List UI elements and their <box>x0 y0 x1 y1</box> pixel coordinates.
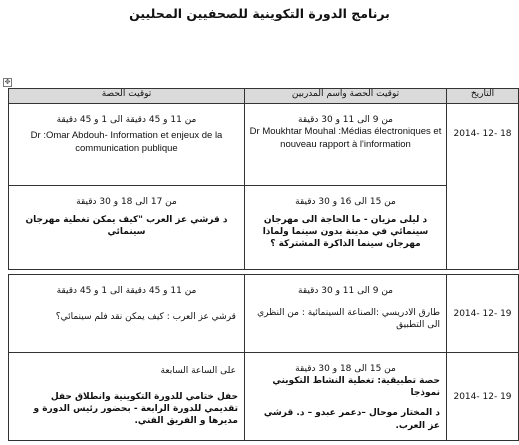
header-trainers: توقيت الحصة واسم المدربين <box>245 89 447 104</box>
schedule-table-second <box>8 274 519 441</box>
table-row <box>9 275 519 353</box>
schedule-table-first <box>8 88 519 270</box>
session-trainer: طارق الادريسي :الصناعة السينمائية : من النظري الى التطبيق <box>257 308 440 331</box>
session-cell <box>245 275 447 353</box>
page-title: برنامج الدورة التكوينية للصحفيين المحليين <box>129 6 390 21</box>
session-cell <box>245 104 447 186</box>
session-trainer: د المختار موحال –دعمر عبدو – د. قرشي عز العرب. <box>263 408 440 431</box>
session-trainer: قرشي عز العرب : كيف يمكن نقد فلم سينمائي؟ <box>55 312 236 323</box>
session-time: من 11 و 45 دقيقة الى 1 و 45 دقيقة <box>56 286 197 296</box>
header-time: توقيت الحصة <box>9 89 245 104</box>
date-cell: 18 -12 -2014 <box>447 104 519 270</box>
session-time: من 11 و 45 دقيقة الى 1 و 45 دقيقة <box>56 115 197 125</box>
session-cell <box>9 104 245 186</box>
session-cell <box>245 186 447 270</box>
table-row <box>9 353 519 441</box>
session-trainer: Dr :Omar Abdouh- Information et enjeux de la communication publique <box>30 130 223 154</box>
session-time: من 9 الى 11 و 30 دقيقة <box>298 115 393 125</box>
table-move-handle-icon[interactable]: ✥ <box>4 78 11 86</box>
session-cell <box>9 275 245 353</box>
session-detail: حفل ختامي للدورة التكوينية وانطلاق حفل تقديمي للدورة الرابعة - بحضور رئيس الدورة و مديرها و الفريق الفني. <box>33 392 238 427</box>
session-time: من 17 الى 18 و 30 دقيقة <box>76 197 177 207</box>
session-cell <box>245 353 447 441</box>
session-trainer: Dr Moukhtar Mouhal :Médias électroniques et nouveau rapport à l'information <box>249 126 442 150</box>
date-cell: 19 -12 -2014 <box>447 353 519 441</box>
table-header-row <box>9 89 519 104</box>
date-cell: 19 -12 -2014 <box>447 275 519 353</box>
session-cell <box>9 186 245 270</box>
session-time: من 9 الى 11 و 30 دقيقة <box>298 286 393 296</box>
session-detail: حصة تطبيقية: تغطية النشاط التكويني نموذجا <box>272 376 440 399</box>
session-trainer: د قرشي عز العرب "كيف يمكن تغطية مهرجان سينمائي <box>25 215 228 238</box>
session-time: من 15 الى 18 و 30 دقيقة <box>295 364 396 374</box>
session-trainer: د ليلى مزيان - ما الحاجة الى مهرجان سينمائي في مدينة بدون سينما ولماذا مهرجان سينما الذاكرة المشتركة ؟ <box>262 215 429 250</box>
table-row <box>9 186 519 270</box>
session-cell <box>9 353 245 441</box>
header-date: التاريخ <box>447 89 519 104</box>
table-row <box>9 104 519 186</box>
session-time: من 15 الى 16 و 30 دقيقة <box>295 197 396 207</box>
session-time: على الساعة السابعة <box>160 366 236 376</box>
